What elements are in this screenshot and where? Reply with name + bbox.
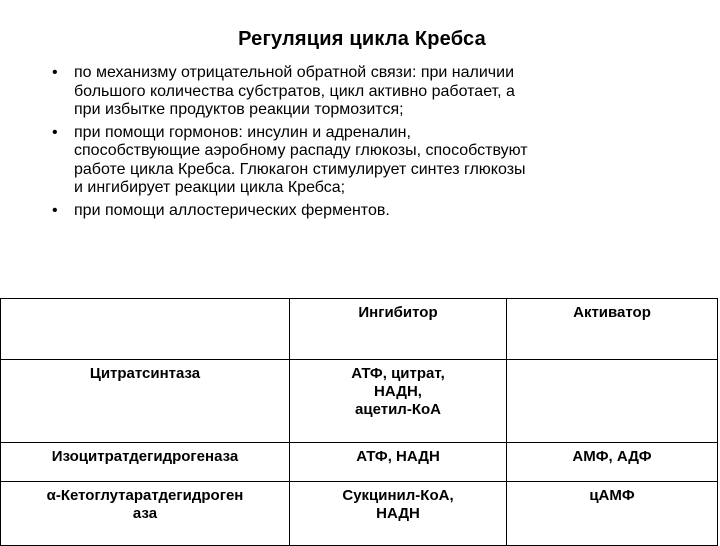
cell-line: цАМФ xyxy=(589,487,635,504)
bullet-line: и ингибирует реакции цикла Кребса; xyxy=(74,179,346,196)
table-header-cell-empty xyxy=(1,299,290,360)
cell-line: Изоцитратдегидрогеназа xyxy=(51,448,239,465)
activator-cell xyxy=(507,443,718,482)
table-header-activator: Активатор xyxy=(507,299,718,360)
bullet-item-allosteric xyxy=(52,202,662,221)
slide-title: Регуляция цикла Кребса xyxy=(238,28,486,50)
bullet-line: способствующие аэробному распаду глюкозы, способствуют xyxy=(74,142,528,159)
inhibitor-cell xyxy=(290,360,507,443)
bullet-item-feedback xyxy=(52,64,662,120)
bullet-list xyxy=(52,64,662,224)
cell-line: НАДН, xyxy=(374,383,422,400)
activator-cell xyxy=(507,360,718,443)
cell-line: ацетил-КоА xyxy=(355,401,441,418)
inhibitor-cell xyxy=(290,443,507,482)
inhibitor-cell xyxy=(290,482,507,546)
cell-line: АТФ, НАДН xyxy=(356,448,440,465)
bullet-item-hormones xyxy=(52,124,662,198)
bullet-line: работе цикла Кребса. Глюкагон стимулирует синтез глюкозы xyxy=(74,160,526,178)
enzyme-cell xyxy=(1,360,290,443)
bullet-line: при помощи аллостерических ферментов. xyxy=(74,201,390,219)
bullet-line: при избытке продуктов реакции тормозится; xyxy=(74,101,404,118)
bullet-line: по механизму отрицательной обратной связи: при наличии xyxy=(74,64,514,81)
enzyme-cell xyxy=(1,482,290,546)
table-header-inhibitor: Ингибитор xyxy=(290,299,507,360)
bullet-line: при помощи гормонов: инсулин и адреналин, xyxy=(74,123,411,141)
bullet-point-icon: • xyxy=(52,201,58,219)
table-header-row xyxy=(1,299,718,360)
cell-line: АТФ, цитрат, xyxy=(351,365,445,382)
table-row xyxy=(1,360,718,443)
bullet-line: большого количества субстратов, цикл активно работает, а xyxy=(74,82,515,100)
table-row xyxy=(1,443,718,482)
cell-line: Цитратсинтаза xyxy=(89,365,201,382)
cell-line: Сукцинил-КоА, xyxy=(342,487,454,504)
cell-line: аза xyxy=(132,505,158,522)
cell-line: НАДН xyxy=(376,505,420,522)
cell-line: АМФ, АДФ xyxy=(572,448,652,465)
enzyme-cell xyxy=(1,443,290,482)
regulation-table xyxy=(0,298,718,546)
table-row xyxy=(1,482,718,546)
bullet-point-icon: • xyxy=(52,64,58,81)
bullet-point-icon: • xyxy=(52,123,58,141)
cell-line: α-Кетоглутаратдегидроген xyxy=(46,487,244,504)
activator-cell xyxy=(507,482,718,546)
